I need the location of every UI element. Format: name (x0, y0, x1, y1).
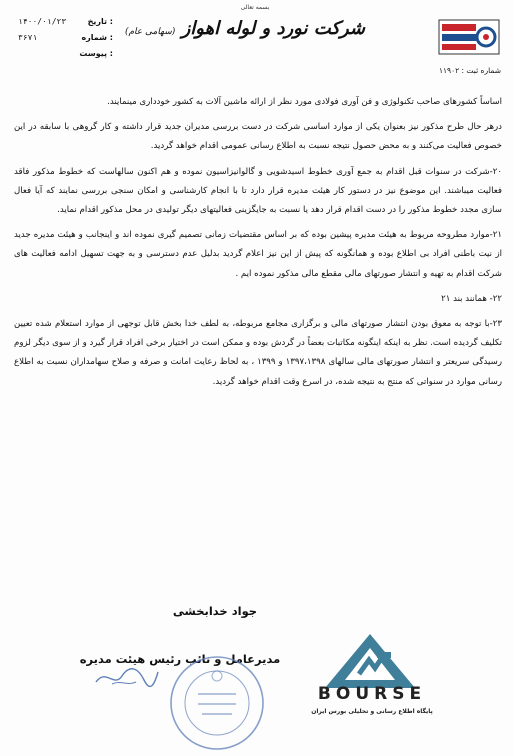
number-value: ۳۶۷۱ (18, 33, 38, 42)
letter-body (14, 93, 502, 398)
bourse-caption: پایگاه اطلاع رسانی و تحلیلی بورس ایران (311, 708, 433, 715)
paragraph-item-21: ۲۱-موارد مطروحه مربوط به هیئت مدیره پیشین بوده که بر اساس مقتضیات زمانی تصمیم گیری نموده اند و اینجانب و هیئت مدیره جدید از نیت باطنی افراد بی اطلاع بوده و همانگونه که پیش از این نیز اعلام گردید بدلیل عدم دسترسی و به جهت تسهیل ادامه فعالیت های شرکت اقدام به تهیه و انتشار صورتهای مالی مقطع مالی مذکور نموده ایم . (14, 230, 502, 279)
handwritten-signature (92, 664, 162, 690)
company-logo-icon (438, 18, 500, 56)
company-type: (سهامی عام) (124, 27, 176, 37)
date-label: تاریخ : (87, 17, 113, 26)
company-name-heading (120, 18, 370, 39)
number-row (18, 30, 113, 46)
paragraph-item-20: ۲۰-شرکت در سنوات قبل اقدام به جمع آوری خطوط اسیدشویی و گالوانیزاسیون نموده و هم اکنون سالهاست که خطوط مذکور فاقد فعالیت میباشند. این موضوع نیز در دستور کار هیئت مدیره قرار دارد تا با انجام کارشناسی و امکان سنجی بررسی نمایند که آیا فعال سازی مجدد خطوط مذکور را در دست اقدام قرار دهد یا نسبت به جایگزینی فعالیتهای دیگر تولیدی در محل مذکور اقدام نماید. (14, 166, 502, 216)
attachment-label: پیوست : (79, 49, 113, 58)
bismillah-heading: بسمه تعالی (240, 4, 270, 11)
signatory-name: جواد خدابخشی (172, 604, 258, 618)
registration-number: شماره ثبت : ۱۱۹۰۲ (438, 66, 501, 75)
paragraph: درهر حال طرح مذکور نیز بعنوان یکی از موارد اساسی شرکت در دست بررسی مدیران جدید قرار داشته و کار گروهی با سابقه در این خصوص فعالیت می‌کنند و به محض حصول نتیجه نسبت به اطلاع رسانی عمومی اقدام خواهد گردید. (14, 122, 502, 152)
attachment-row (18, 46, 113, 62)
number-label: شماره : (81, 33, 113, 42)
company-name: شرکت نورد و لوله اهواز (181, 18, 366, 39)
bourse-wordmark: BOURSE (317, 684, 427, 704)
paragraph-item-23: ۲۳-با توجه به معوق بودن انتشار صورتهای مالی و برگزاری مجامع مربوطه، به لطف خدا بخش قابل توجهی از موارد استعلام شده تعیین تکلیف گردیده است. نظر به اینکه اینگونه مکاتبات بعضاً در گردش بوده و ممکن است در اختیار برخی افراد قرار گیرد و از سوی دیگر لزوم رسیدگی سریعتر و انتشار صورتهای مالی سالهای ۱۳۹۷،۱۳۹۸ و ۱۳۹۹ ، به لحاظ رعایت امانت و صرفه و صلاح سهامداران نسبت به اطلاع رسانی موارد در سنواتی که منتج به نتیجه شده، در اسرع وقت اقدام خواهد گردید. (14, 319, 502, 387)
paragraph: اساساً کشورهای صاحب تکنولوژی و فن آوری فولادی مورد نظر از ارائه ماشین آلات به کشور خودداری مینمایند. (107, 97, 502, 107)
paragraph-item-22: ۲۲- همانند بند ۲۱ (441, 293, 502, 304)
date-row (18, 14, 113, 30)
letter-meta (18, 14, 113, 62)
date-value: ۱۴۰۰/۰۱/۲۳ (18, 17, 67, 26)
company-stamp (168, 654, 266, 752)
signatory-role: مدیرعامل و نائب رئیس هیئت مدیره (79, 652, 281, 666)
